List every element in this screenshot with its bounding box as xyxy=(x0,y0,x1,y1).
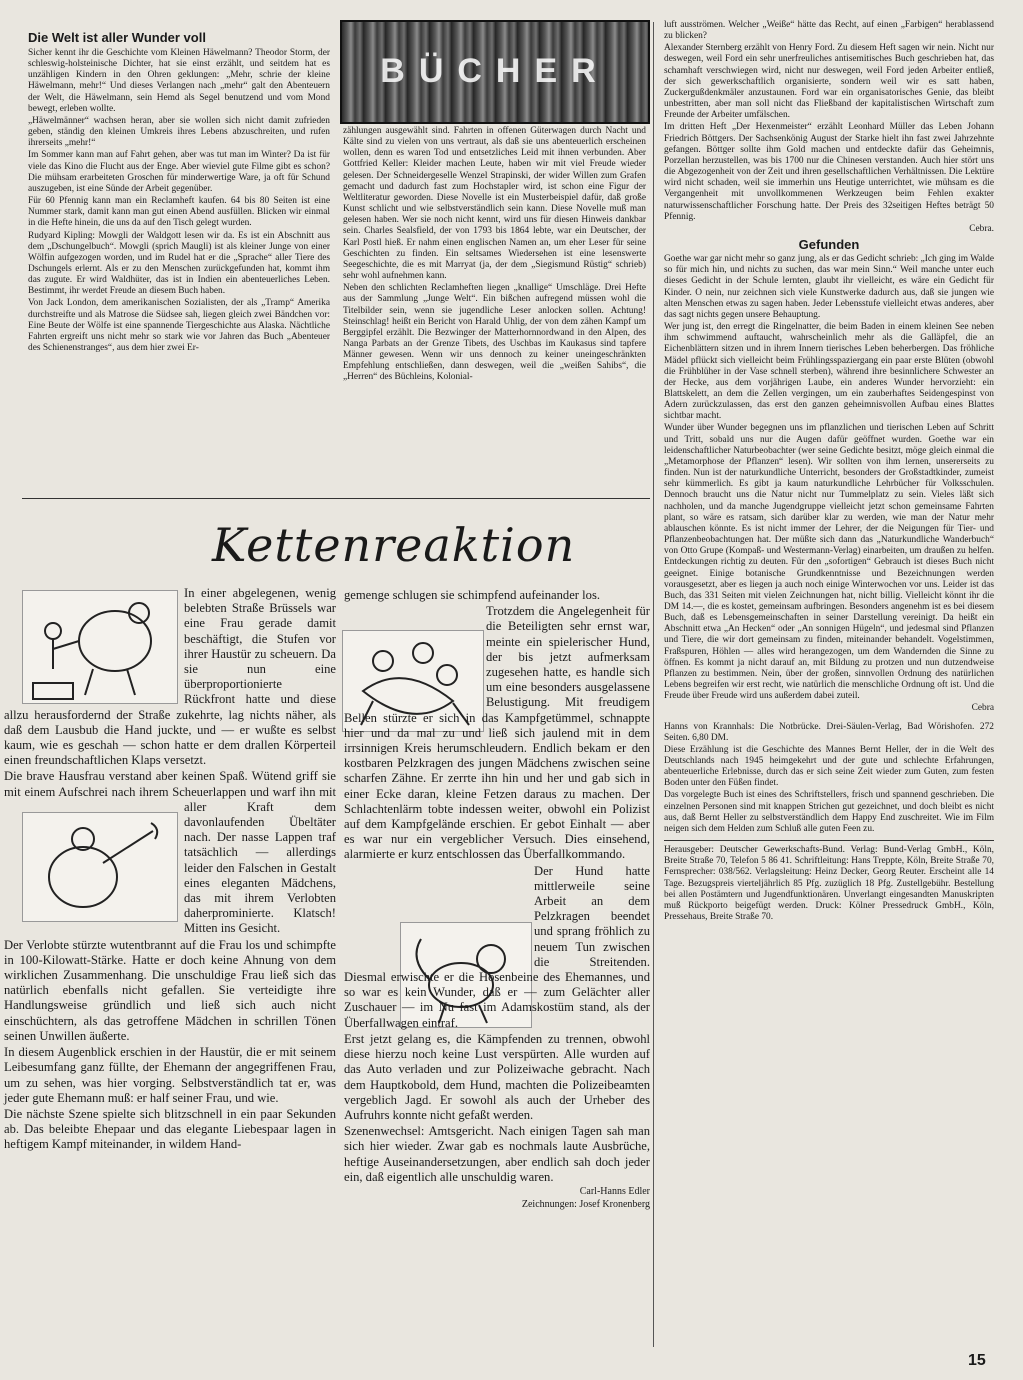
right-article-paragraph: Im dritten Heft „Der Hexenmeister“ erzählt Leonhard Müller das Leben Johann Friedrich Böttgers. Der Sachsenkönig August der Starke hielt ihn fast zwei Jahrzehnte gefangen. Böttger sollte ihm Gold machen und entdeckte dafür das Geheimnis, Porzellan herzustellen, was bis 1700 nur die Chinesen verstanden. Auch hier stört uns die Abgezogenheit von der Zeit und ihren gesellschaftlichen Verhältnissen. Die Lektüre wird nicht schaden, weil sie immerhin uns Heutige unterrichtet, wie mühsam es die Vergangenheit mit unvollkommenen Werkzeugen beim Fehlen exakter naturwissenschaftlicher Forschung hatte. Der Preis des 32seitigen Heftes beträgt 50 Pfennig. xyxy=(664,122,994,222)
left-article-paragraph: Für 60 Pfennig kann man ein Reclamheft kaufen. 64 bis 80 Seiten ist eine Nummer stark, damit kann man gut einen Abend ausfüllen. Blicken wir einmal in die Hefte hinein, die uns da auf den Tisch gelegt wurden. xyxy=(28,196,330,229)
kettenreaktion-paragraph: Szenenwechsel: Amtsgericht. Nach einigen Tagen sah man sich hier wieder. Zwar gab es nochmals laute Ausbrüche, heftige Auseinandersetzungen, aber endlich sah doch jeder ein, daß eigentlich alle unschuldig waren. xyxy=(344,1124,650,1184)
kettenreaktion-title: Kettenreaktion xyxy=(212,518,576,572)
gefunden-heading: Gefunden xyxy=(798,236,860,252)
notbruecke-paragraph: Das vorgelegte Buch ist eines des Schriftstellers, frisch und spannend geschrieben. Die einzelnen Personen sind mit knappen Strichen gut gezeichnet, und doch bleibt es nicht aus, daß Bernt Heller zu selbstverständlich dem Happy End zuschreitet. Wie im Film neigen sich dem Helden zum Schluß alle guten Feen zu. xyxy=(664,790,994,834)
left-article-paragraph: Rudyard Kipling: Mowgli der Waldgott lesen wir da. Es ist ein Abschnitt aus dem „Dschungelbuch“. Mowgli (sprich Maugli) ist als kleiner Junge von einer Wölfin aufgezogen worden, und im Rudel hat er die „Sprache“ aller Tiere des Dschungels erlernt. Als er zu den Menschen zurückgefunden hat, kommt ihm das zugute. Er wird Waldhüter, das ist in Indien ein abenteuerliches Leben. Bestimmt, ihr werdet Freude an diesem Buch haben. xyxy=(28,230,330,297)
notbruecke-paragraph: Diese Erzählung ist die Geschichte des Mannes Bernt Heller, der in die Welt des Deutschlands nach 1945 heimgekehrt und der gute und schlechte Erfahrungen, abenteuerliche Erlebnisse, durch das er sich seine Zeit wieder zum Guten, zum festen Boden unter den Füßen findet. xyxy=(664,744,994,789)
notbruecke-paragraph: Hanns von Krannhals: Die Notbrücke. Drei-Säulen-Verlag, Bad Wörishofen. 272 Seiten. 6,80 DM. xyxy=(664,721,994,743)
left-article-paragraph: Im Sommer kann man auf Fahrt gehen, aber was tut man im Winter? Da ist für viele das Kino die Flucht aus der Enge. Aber wieviel gute Filme gibt es schon? Die mühsam erarbeiteten Groschen für minderwertige Ware, ja oft für Schund auszugeben, ist eine Sünde der Arbeit gegenüber. xyxy=(28,150,330,194)
kettenreaktion-paragraph: Die brave Hausfrau verstand aber keinen Spaß. Wütend griff sie mit einem Aufschrei nach ihrem Scheuerlappen und warf ihn mit aller Kraft dem davonlaufenden Übeltäter nach. Der nasse Lappen traf tatsächlich — allerdings leider den Falschen in Gestalt eines eleganten Mädchens, das mit ihrem Verlobten daherprominierte. Klatsch! Mitten ins Gesicht. xyxy=(4,769,336,936)
left-article-body xyxy=(28,48,330,354)
right-article-paragraph: luft ausströmen. Welcher „Weiße“ hätte das Recht, auf einen „Farbigen“ herablassend zu blicken? xyxy=(664,20,994,42)
right-article xyxy=(664,20,994,924)
kettenreaktion-author: Carl-Hanns Edler xyxy=(579,1185,650,1197)
gefunden-paragraph: Goethe war gar nicht mehr so ganz jung, als er das Gedicht schrieb: „Ich ging im Walde so für mich hin, und nichts zu suchen, das war mein Sinn.“ Weil manche unter euch dieses Gedicht in der Schule lernten, glaubt ihr vielleicht, es wäre ein Gedicht für Kinder. O nein, nur zeichnen sich viele Kunstwerke dadurch aus, daß sie jungen wie alten Menschen etwas zu sagen haben. Jeder Lebensstufe vielleicht etwas anderes, aber das sagt nichts gegen unsere Behauptung. xyxy=(664,254,994,320)
kettenreaktion-column-2 xyxy=(344,588,650,1212)
kettenreaktion-paragraph: Trotzdem die Angelegenheit für die Beteiligten sehr ernst war, meinte ein spielerischer Hund, der bis jetzt aufmerksam zugesehen hatte, es handle sich um eine besonders ausgelassene Belustigung. Mit freudigem Bellen stürzte er sich in das Kampfgetümmel, schnappte hier und da mal zu und ließ sich jaulend mit in dem irrsinnigen Kreis herumschleudern. Endlich bekam er den kostbaren Pelzkragen des jungen Mädchens zwischen seine scharfen Zähne. Er zerrte ihn hin und her und gab sich in einer Ecke daran, kleine Fetzen daraus zu machen. Der Schlachtenlärm tobte indessen weiter, obwohl ein Polizist auf dem Kampfgelände erschien. Er gebot Einhalt — aber es war nur ein vergeblicher Versuch. Dies einsehend, alarmierte er kurz entschlossen das Überfallkommando. xyxy=(344,604,650,862)
imprint-text: Herausgeber: Deutscher Gewerkschafts-Bund. Verlag: Bund-Verlag GmbH., Köln, Breite Straße 70, Telefon 5 86 41. Schriftleitung: Hans Treppte, Köln, Breite Straße 70, Fernsprecher: 038/562. Verlagsleitung: Heinz Decker, Georg Reuter. Erscheint alle 14 Tage. Bezugspreis vierteljährlich 85 Pfg. zuzüglich 18 Pfg. Zustellgebühr. Bestellung bei allen Postämtern und Jugendfunktionären. Unverlangt eingesandten Manuskripten muß Rückporto beigefügt werden. Druck: Kölner Pressedruck GmbH., Köln, Pressehaus, Breite Straße 70. xyxy=(664,845,994,923)
kettenreaktion-column-1 xyxy=(0,586,336,1154)
column-divider xyxy=(653,22,654,1347)
books-banner-photo xyxy=(340,20,650,124)
page-number: 15 xyxy=(968,1352,986,1369)
left-article-heading: Die Welt ist aller Wunder voll xyxy=(28,30,206,45)
kettenreaktion-drawings-credit: Zeichnungen: Josef Kronenberg xyxy=(521,1198,650,1210)
right-article-paragraph: Alexander Sternberg erzählt von Henry Ford. Zu diesem Heft sagen wir nein. Nicht nur deswegen, weil Ford ein sehr unerfreuliches antisemitisches Buch geschrieben hat, das schamhaft verschwiegen wird, nicht nur deswegen, weil Ford jeden Arbeiter entließ, der sich gewerkschaftlich organisierte, sondern weil wir es satt haben, Zuckergußdenkmäler anzustaunen. Ford war ein organisatorisches Genie, das bleibt unbestritten, aber man soll nicht das Fließband der kapitalistischen Wirtschaft zum Freunde der Arbeiter umfälschen. xyxy=(664,43,994,121)
gefunden-signature: Cebra xyxy=(971,703,994,714)
kettenreaktion-paragraph: Der Hund hatte mittlerweile seine Arbeit an dem Pelzkragen beendet und sprang fröhlich zu neuem Tun zwischen die Streitenden. Diesmal erwischte er die Hosenbeine des Ehemannes, und so war es kein Wunder, daß er — zum Gelächter aller Zuschauer — im Nu fast im Adamskostüm stand, als der Überfallwagen eintraf. xyxy=(344,863,650,1030)
books-banner-title: BÜCHER xyxy=(380,52,610,90)
right-article-signature: Cebra. xyxy=(969,223,994,234)
kettenreaktion-paragraph: Die nächste Szene spielte sich blitzschnell in ein paar Sekunden ab. Das beleibte Ehepaar und das elegante Liebespaar lagen in heftigem Kampf miteinander, in wildem Hand- xyxy=(4,1106,336,1152)
kettenreaktion-paragraph: Der Verlobte stürzte wutentbrannt auf die Frau los und schimpfte in 100-Kilowatt-Stärke. Hatte er doch keine Ahnung von dem wirklichen Zusammenhang. Die unschuldige Frau ließ sich das natürlich ebenfalls nicht gefallen. Sie verteidigte ihre Handlungsweise gründlich und ließ sich auch nicht einschüchtern, als das getroffene Mädchen in schrillen Tönen seinen Unwillen äußerte. xyxy=(4,937,336,1043)
left-article-paragraph: „Häwelmänner“ wachsen heran, aber sie wollen sich nicht damit zufrieden geben, ständig den kleinen Umkreis ihres Lebens abzuschreiten, und rufen ihrerseits „mehr!“ xyxy=(28,115,330,149)
kettenreaktion-paragraph: gemenge schlugen sie schimpfend aufeinander los. xyxy=(344,588,600,602)
section-divider xyxy=(22,498,650,499)
imprint-divider xyxy=(664,840,994,841)
kettenreaktion-paragraph: In einer abgelegenen, wenig belebten Straße Brüssels war eine Frau gerade damit beschäftigt, die Stufen vor ihrer Haustür zu scheuern. Da sie nun eine überproportionierte Rückfront hatte und diese allzu herausfordernd der Straße zukehrte, lag nichts näher, als daß dem Lausbub die Hand juckte, und — er wußte es selbst kaum, wie es geschah — schon hatte er dem drallen Körperteil einen freundschaftlichen Klaps versetzt. xyxy=(4,586,336,768)
left-article-paragraph: Von Jack London, dem amerikanischen Sozialisten, der als „Tramp“ Amerika durchstreifte und als Matrose die Südsee sah, liegen gleich zwei Bändchen vor: Eine Beute der Wölfe ist eine spannende Tiergeschichte aus Alaska. Nächtliche Fahrten ergreift uns nicht mehr so stark wie vor Jahren das Buch „Abenteuer des Schienenstranges“, aus dem hier zwei Er- xyxy=(28,298,330,354)
left-article xyxy=(28,30,330,355)
middle-article xyxy=(343,126,646,385)
gefunden-paragraph: Wunder über Wunder begegnen uns im pflanzlichen und tierischen Leben auf Schritt und Tritt, sobald uns nur die Augen dafür geöffnet wurden. Goethe war ein leidenschaftlicher Naturbeobachter (wer seine Gedichte besitzt, möge gleich einmal die „Metamorphose der Pflanzen“ lesen). Wir sollten von ihm lernen, unsererseits zu finden. Nun ist der naturkundliche Unterricht, besonders der Großstadtkinder, zumeist sehr kümmerlich. Es gibt ja kaum naturkundliche Lehrbücher für Volksschulen. Dennoch braucht uns die Natur nicht nur Tummelplatz zu sein. Vieles läßt sich nachholen, und da manche Jugendgruppe vielleicht jetzt schon gemeinsame Fahrten plant, so wäre es ratsam, sich darüber klar zu werden, wie man der Natur mehr ablauschen könnte. Es ist nicht immer der Lehrer, der die Neigungen für Tier- und Pflanzenbeobachtungen hat. Der müßte sich dann das „Naturkundliche Wanderbuch“ von Otto Grupe (Kompaß- und Westermann-Verlag) einarbeiten, um draußen zu helfen. Entdeckungen richtig zu deuten. Für den „sofortigen“ Gebrauch ist dieses Buch nicht geeignet. Einige botanische Grundkenntnisse und Bezeichnungen werden vorausgesetzt, aber es liegen ja auch noch einige Winterwochen vor uns. Leider ist das Buch, das 331 Seiten mit vielen Zeichnungen hat, nicht billig. Vielleicht könnt ihr die DM 14.—, die es kostet, gemeinsam aufbringen. Besonders angenehm ist es bei diesem Buch, daß es Lebensgemeinschaften in seiner Darstellung vereinigt. Da heißt ein Abschnitt etwa „An Hecken“ oder „An sonnigen Hügeln“, und jedesmal sind Pflanzen und Tiere, die wir dort gemeinsam zu finden, miteinander behandelt. Vogelstimmen, Fraßspuren, Höhlen — alles wird herangezogen, um dem Wandernden die Sinne zu öffnen. Es kommt ja nicht darauf an, mit Bildung zu protzen und nun dutzendweise Pflanzen zu bestimmen. Nein, über der großen, sinnvollen Ordnung des natürlichen Lebens begreifen wir erst recht, wie natürlich die menschliche Ordnung oft ist. Und die Freude über Freude wird uns außerdem dabei zuteil. xyxy=(664,423,994,702)
kettenreaktion-paragraph: Erst jetzt gelang es, die Kämpfenden zu trennen, obwohl diese hierzu noch keine Lust verspürten. Alle wurden auf das Auto verladen und zur Polizeiwache gebracht. Nach dem Hauptkobold, dem Hund, machten die Polizeibeamten vergeblich Jagd. Er sowohl als auch der Urheber des Aufruhrs konnte nicht gefaßt werden. xyxy=(344,1031,650,1122)
gefunden-paragraph: Wer jung ist, den erregt die Ringelnatter, die beim Baden in einem kleinen See neben ihm schwimmend auftaucht, wahrscheinlich mehr als die Galläpfel, die an Eichenblättern sitzen und in ihrem Innern tierisches Leben beherbergen. Das fröhliche Mädel pflückt sich vielleicht beim Frühlingsspaziergang ein paar erste Blüten (obwohl die Frühblüher in der Vase schnell sterben), während ihre besinnlichere Schwester an der Hecke, aus dem vorjährigen Laube, ein anderes Wunder hervorzieht: ein Blattskelett, an dem die Zellen vergingen, um ein zauberhaftes Seidengespinst von Adern zurückzulassen, das erst den ganzen geheimnisvollen Aufbau eines Blattes sichtbar macht. xyxy=(664,322,994,422)
left-article-paragraph: Sicher kennt ihr die Geschichte vom Kleinen Häwelmann? Theodor Storm, der schleswig-holsteinische Dichter, hat sie einst erzählt, und seitdem hat es unzähligen Kindern in den Ohren geklungen: „Mehr, schrie der kleine Häwelmann, mehr!“ Und dieses Verlangen nach „mehr“ galt den Abenteuern der Welt, die Häwelmann, sein Hemd als Segel benutzend und vom Mond bewegt, erleben wollte. xyxy=(28,48,330,114)
kettenreaktion-paragraph: In diesem Augenblick erschien in der Haustür, die er mit seinem Leibesumfang ganz füllte, der Ehemann der angegriffenen Frau, um zu sehen, was hier vorging. Selbstverständlich tat er, was jeder gute Ehemann muß: er half seiner Frau, und wie. xyxy=(4,1045,336,1105)
middle-article-paragraph: zählungen ausgewählt sind. Fahrten in offenen Güterwagen durch Nacht und Kälte sind zu vielen von uns vertraut, als daß sie uns abenteuerlich erscheinen wollen, denn es waren Tod und entsetzliches Leid mit ihnen verbunden. Aber Gottfried Keller: Kleider machen Leute, haben wir mit viel Freude wieder gelesen. Der Schneidergeselle Wenzel Strapinski, der wider Willen zum Grafen gemacht und dadurch fast zum Hochstapler wird, ist schon eine Figur der Weltliteratur geworden. Diese Novelle ist ein Musterbeispiel dafür, daß große Kunst schlicht und wie selbstverständlich sein kann. Diese Novelle muß man gelesen haben. Wer sie noch nicht kennt, wird uns für diesen Hinweis dankbar sein. Charles Sealsfield, der von 1793 bis 1864 lebte, war ein Deutscher, der Karl Postl hieß. Er nahm einen englischen Namen an, um eher Leser für seine Geschichten zu finden. Ein seltsames Wiedersehen ist eine lesenswerte Seegeschichte, die es mit Marryat (ja, der dem „Siegismund Rüstig“ schrieb) sehr wohl aufnehmen kann. xyxy=(343,126,646,282)
middle-article-paragraph: Neben den schlichten Reclamheften liegen „knallige“ Umschläge. Drei Hefte aus der Sammlung „Junge Welt“. Ein bißchen aufregend müssen wohl die Titelbilder sein, wenn sie jugendliche Leser anlocken sollen. Achtung! Steinschlag! heißt ein Bericht von Harald Uhlig, der von dem zähen Kampf um Berggipfel erzählt. Die Bezwinger der Matterhornnordwand in den Alpen, des Nanga Parbats an der Grenze Tibets, des Uschbas im Kaukasus sind tapfere Männer gewesen. Wenn wir uns dennoch zu keiner uneingeschränkten Empfehlung entschließen, dann deswegen, weil die „weißen Sahibs“, die „Herren“ des Büchleins, Kolonial- xyxy=(343,283,646,383)
